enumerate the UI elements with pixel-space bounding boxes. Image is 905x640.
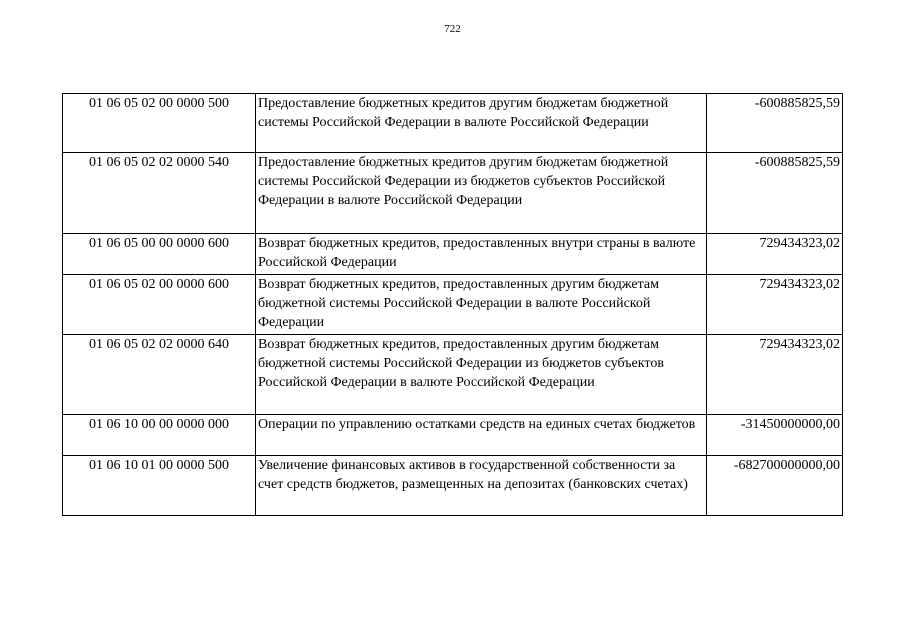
budget-code-cell: 01 06 10 00 00 0000 000	[63, 415, 256, 456]
budget-code-cell: 01 06 10 01 00 0000 500	[63, 456, 256, 516]
table-row	[63, 94, 843, 153]
table-row	[63, 335, 843, 415]
budget-code-cell: 01 06 05 02 02 0000 540	[63, 153, 256, 234]
budget-code-cell: 01 06 05 02 02 0000 640	[63, 335, 256, 415]
amount-cell: -600885825,59	[707, 153, 843, 234]
amount-cell: 729434323,02	[707, 234, 843, 275]
table-row	[63, 275, 843, 335]
amount-cell: 729434323,02	[707, 335, 843, 415]
amount-cell: -600885825,59	[707, 94, 843, 153]
table-row	[63, 415, 843, 456]
budget-code-cell: 01 06 05 00 00 0000 600	[63, 234, 256, 275]
budget-table	[62, 93, 843, 516]
table-row	[63, 456, 843, 516]
budget-code-cell: 01 06 05 02 00 0000 500	[63, 94, 256, 153]
description-cell: Предоставление бюджетных кредитов другим бюджетам бюджетной системы Российской Федерации в валюте Российской Федерации	[256, 94, 707, 153]
table-row	[63, 153, 843, 234]
amount-cell: -31450000000,00	[707, 415, 843, 456]
page-number: 722	[444, 23, 461, 35]
description-cell: Операции по управлению остатками средств на единых счетах бюджетов	[256, 415, 707, 456]
description-cell: Возврат бюджетных кредитов, предоставленных другим бюджетам бюджетной системы Российской Федерации из бюджетов субъектов Российской Федерации в валюте Российской Федерации	[256, 335, 707, 415]
amount-cell: -682700000000,00	[707, 456, 843, 516]
description-cell: Увеличение финансовых активов в государственной собственности за счет средств бюджетов, размещенных на депозитах (банковских счетах)	[256, 456, 707, 516]
amount-cell: 729434323,02	[707, 275, 843, 335]
budget-code-cell: 01 06 05 02 00 0000 600	[63, 275, 256, 335]
description-cell: Возврат бюджетных кредитов, предоставленных другим бюджетам бюджетной системы Российской Федерации в валюте Российской Федерации	[256, 275, 707, 335]
description-cell: Возврат бюджетных кредитов, предоставленных внутри страны в валюте Российской Федерации	[256, 234, 707, 275]
table-row	[63, 234, 843, 275]
description-cell: Предоставление бюджетных кредитов другим бюджетам бюджетной системы Российской Федерации из бюджетов субъектов Российской Федерации в валюте Российской Федерации	[256, 153, 707, 234]
